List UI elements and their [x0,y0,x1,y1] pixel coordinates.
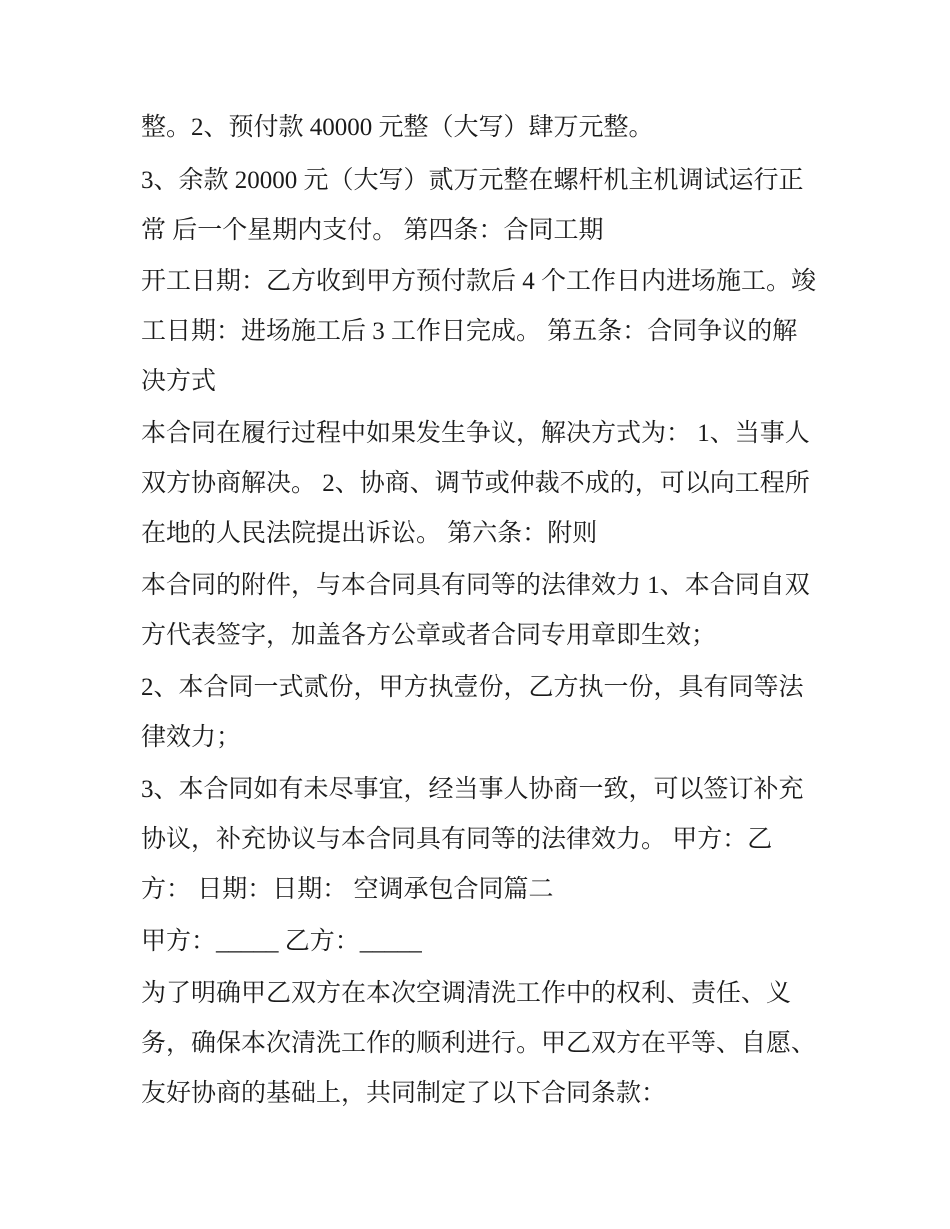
text-line: 常 后一个星期内支付。 第四条：合同工期 [141,217,604,244]
text-line: 本合同的附件，与本合同具有同等的法律效力 1、本合同自双 [141,572,810,599]
text-line: 3、余款 20000 元（大写）贰万元整在螺杆机主机调试运行正 [141,167,804,194]
text-line: 工日期：进场施工后 3 工作日完成。 第五条：合同争议的解 [141,318,798,345]
text-line: 在地的人民法院提出诉讼。 第六条：附则 [141,520,598,547]
text-line: 为了明确甲乙双方在本次空调清洗工作中的权利、责任、义 [141,980,792,1007]
text-line: 2、本合同一式贰份，甲方执壹份，乙方执一份，具有同等法 [141,674,804,701]
text-line: 甲方：_____ 乙方：_____ [141,928,423,955]
text-line: 友好协商的基础上，共同制定了以下合同条款： [141,1080,667,1107]
text-line: 开工日期：乙方收到甲方预付款后 4 个工作日内进场施工。竣 [141,268,817,295]
text-line: 双方协商解决。 2、协商、调节或仲裁不成的，可以向工程所 [141,470,810,497]
text-line: 决方式 [141,368,217,395]
text-line: 律效力； [141,724,242,751]
text-line: 方： 日期：日期： 空调承包合同篇二 [141,876,554,903]
text-line: 整。2、预付款 40000 元整（大写）肆万元整。 [141,114,654,141]
text-line: 务，确保本次清洗工作的顺利进行。甲乙双方在平等、自愿、 [141,1030,817,1057]
text-line: 协议，补充协议与本合同具有同等的法律效力。 甲方：乙 [141,826,773,853]
text-line: 本合同在履行过程中如果发生争议，解决方式为： 1、当事人 [141,420,810,447]
text-line: 方代表签字，加盖各方公章或者合同专用章即生效； [141,622,717,649]
text-line: 3、本合同如有未尽事宜，经当事人协商一致，可以签订补充 [141,776,804,803]
